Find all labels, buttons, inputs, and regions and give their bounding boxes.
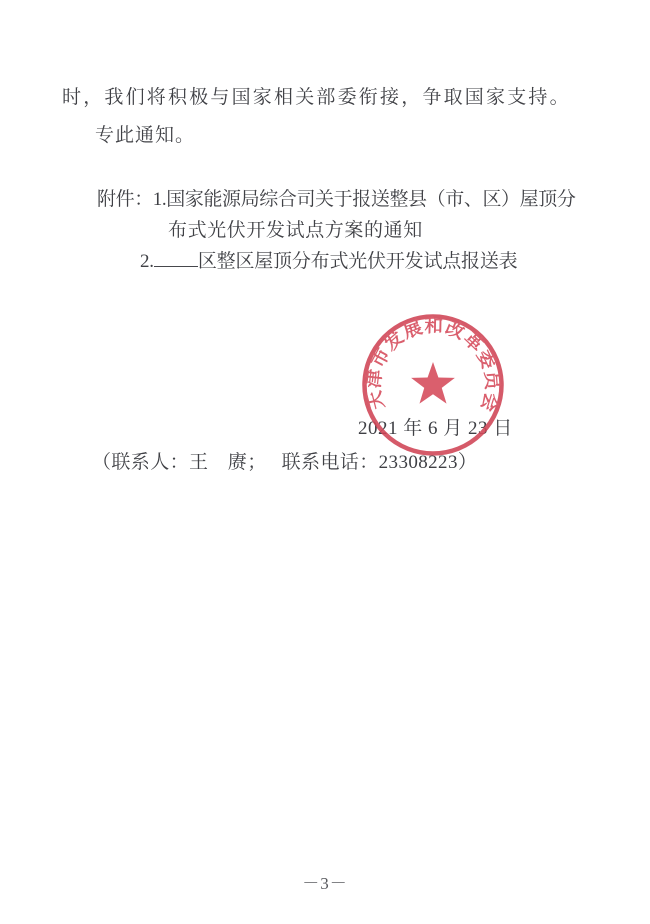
attachment-line-1: 附件：1.国家能源局综合司关于报送整县（市、区）屋顶分 bbox=[97, 189, 576, 210]
seal-star-icon bbox=[411, 362, 455, 404]
attachment-2-title: 区整区屋顶分布式光伏开发试点报送表 bbox=[197, 251, 518, 272]
document-date: 2021 年 6 月 23 日 bbox=[358, 418, 513, 439]
contact-info: （联系人：王 赓； 联系电话：23308223） bbox=[92, 452, 478, 473]
attachment-2-number: 2. bbox=[140, 251, 154, 272]
page-number: －3－ bbox=[302, 874, 348, 893]
body-paragraph-1: 时，我们将积极与国家相关部委衔接，争取国家支持。 bbox=[62, 87, 571, 108]
svg-text:天津市发展和改革委员会 bbox=[362, 316, 502, 415]
attachment-line-2: 布式光伏开发试点方案的通知 bbox=[168, 220, 423, 241]
fill-in-blank-underline bbox=[154, 249, 198, 267]
attachment-line-3 bbox=[140, 249, 517, 274]
seal-arc-text: 天津市发展和改革委员会 bbox=[364, 316, 502, 415]
body-paragraph-2: 专此通知。 bbox=[95, 125, 196, 146]
